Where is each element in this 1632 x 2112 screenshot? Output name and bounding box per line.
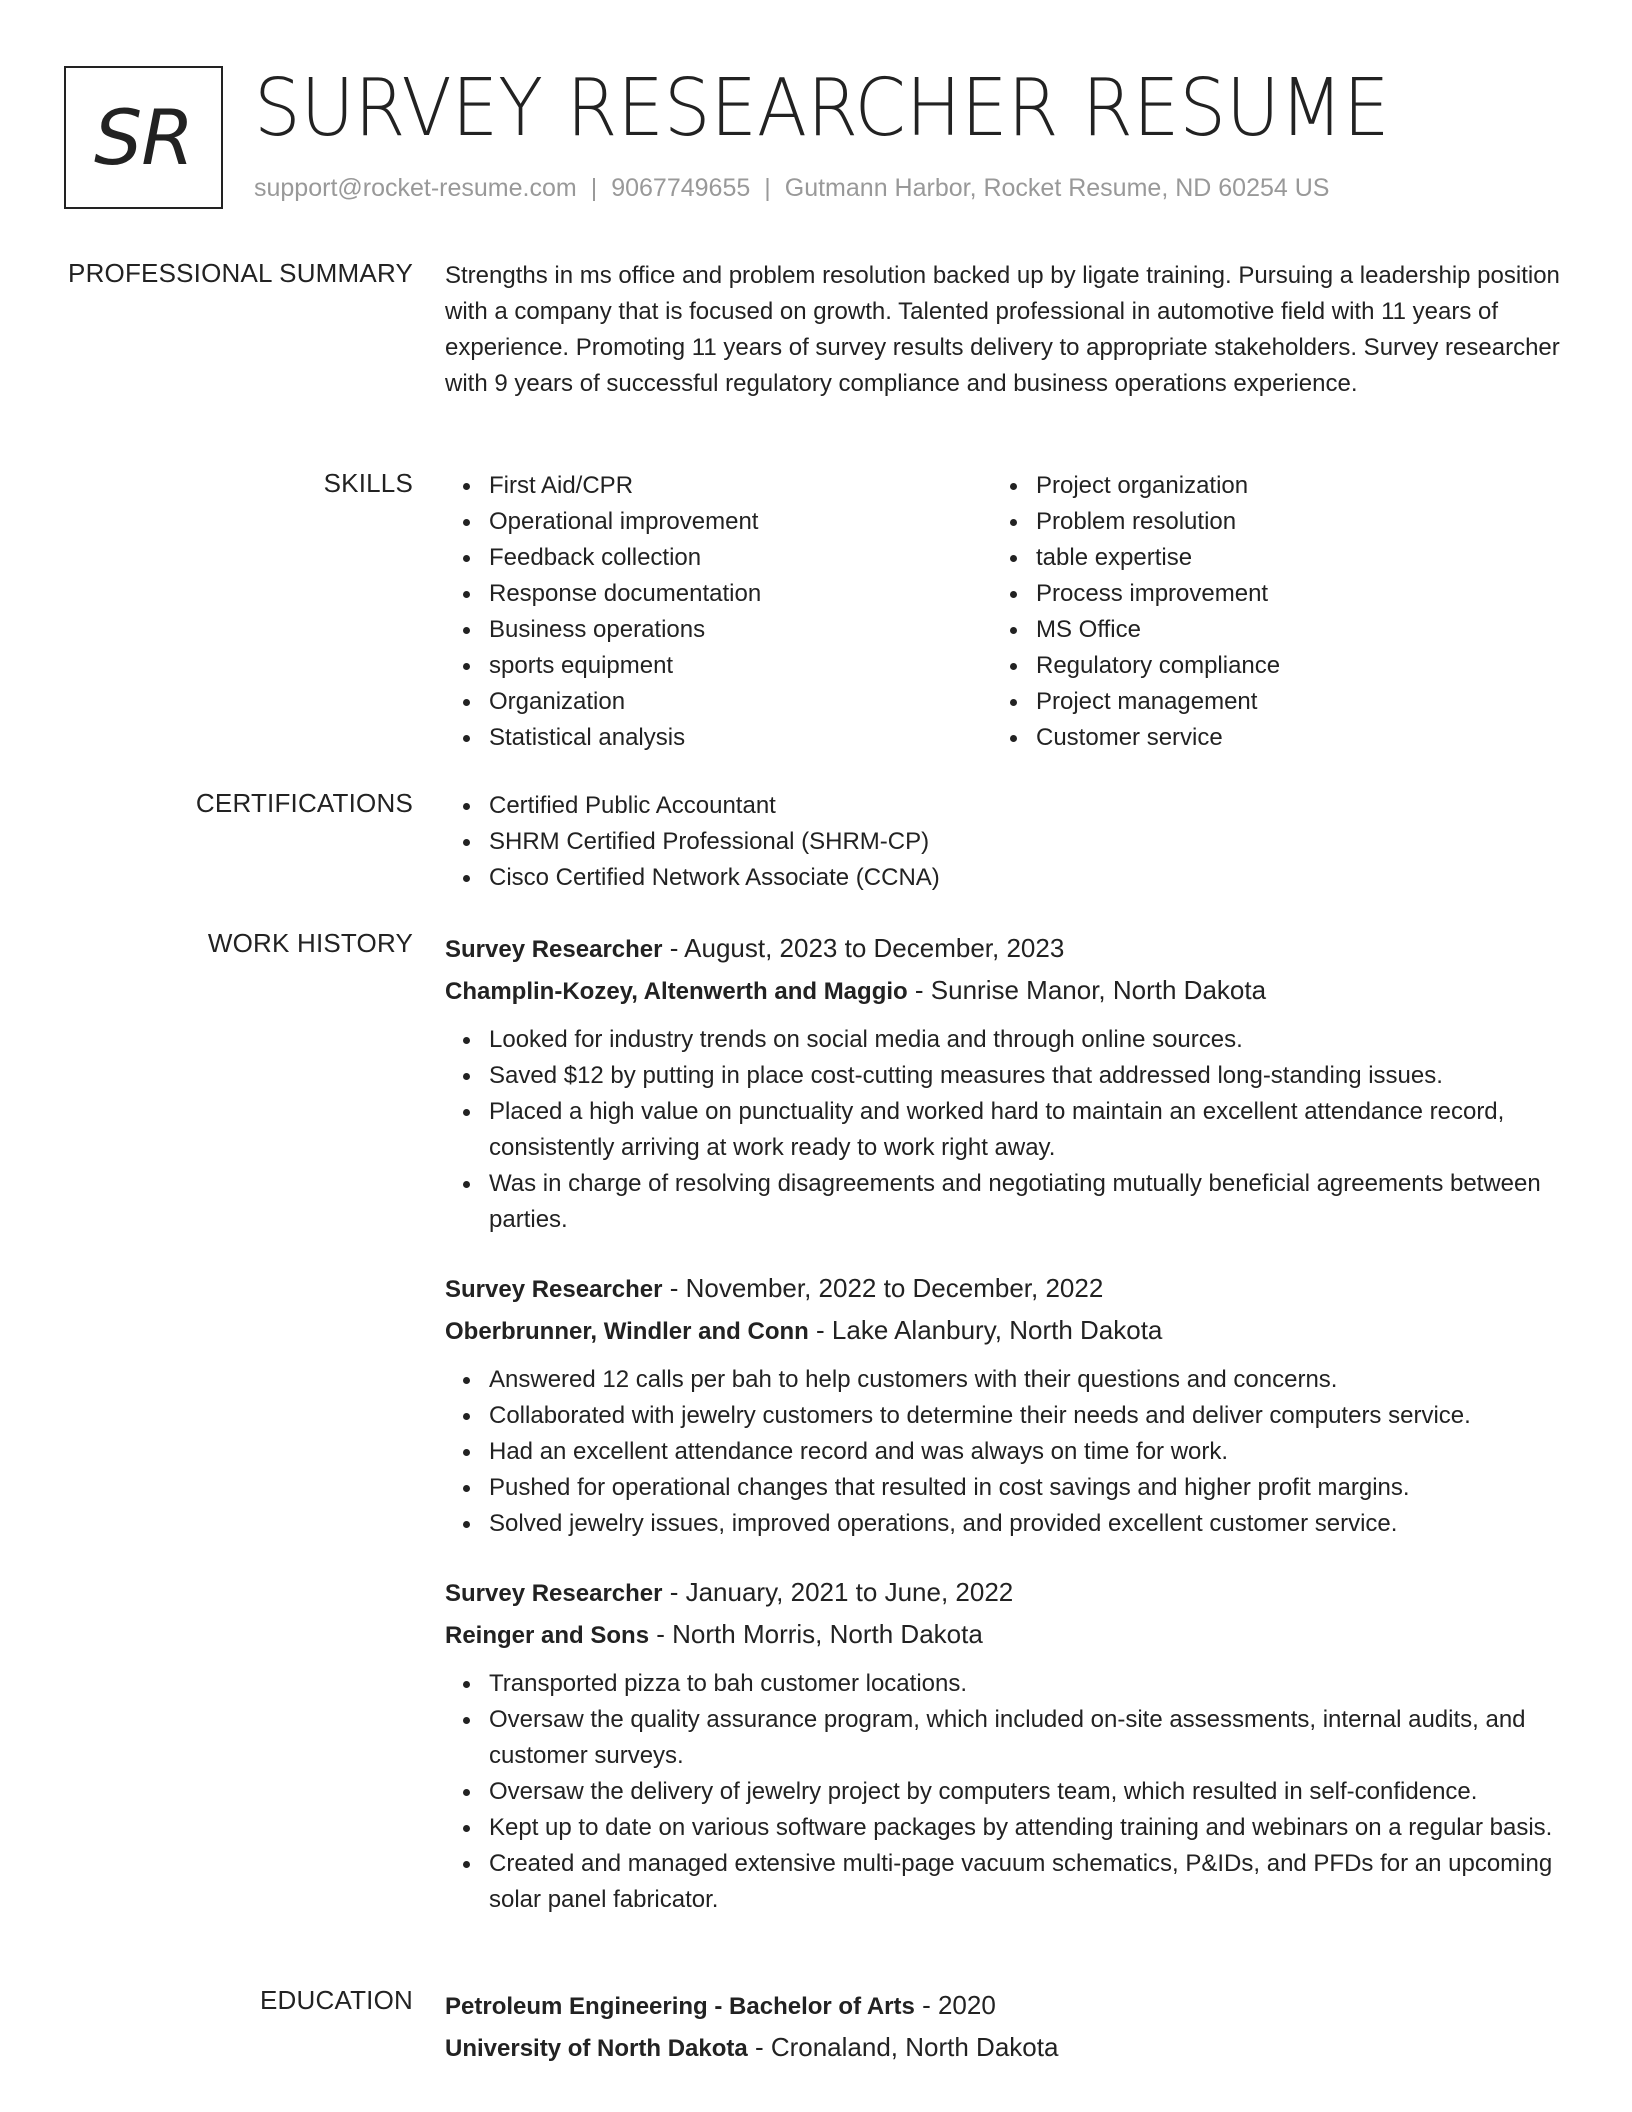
job-entry xyxy=(445,928,1565,1238)
certifications-list xyxy=(445,788,1565,896)
list-item: Response documentation xyxy=(445,576,992,612)
section-label-work-history: WORK HISTORY xyxy=(207,928,413,958)
contact-phone[interactable]: 9067749655 xyxy=(611,174,751,202)
job-entry xyxy=(445,1268,1565,1542)
list-item: Answered 12 calls per bah to help customers with their questions and concerns. xyxy=(445,1362,1565,1398)
job-bullets xyxy=(445,1362,1565,1542)
job-title: Survey Researcher xyxy=(445,1276,663,1303)
page-title: SURVEY RESEARCHER RESUME xyxy=(254,62,1390,154)
list-item: Was in charge of resolving disagreements and negotiating mutually beneficial agreements between parties. xyxy=(445,1166,1565,1238)
list-item: Saved $12 by putting in place cost-cutting measures that addressed long-standing issues. xyxy=(445,1058,1565,1094)
list-item: Regulatory compliance xyxy=(992,648,1539,684)
list-item: SHRM Certified Professional (SHRM-CP) xyxy=(445,824,1565,860)
list-item: Organization xyxy=(445,684,992,720)
list-item: Process improvement xyxy=(992,576,1539,612)
education-body xyxy=(445,1985,1565,2069)
list-item: Cisco Certified Network Associate (CCNA) xyxy=(445,860,1565,896)
contact-email[interactable]: support@rocket-resume.com xyxy=(254,174,577,202)
monogram-badge: SR xyxy=(64,66,223,209)
certifications-body xyxy=(445,788,1565,896)
section-label-skills: SKILLS xyxy=(323,468,413,498)
list-item: Placed a high value on punctuality and worked hard to maintain an excellent attendance record, consistently arriving at work ready to work right away. xyxy=(445,1094,1565,1166)
list-item: Created and managed extensive multi-page vacuum schematics, P&IDs, and PFDs for an upcoming solar panel fabricator. xyxy=(445,1846,1565,1918)
list-item: Customer service xyxy=(992,720,1539,756)
list-item: Statistical analysis xyxy=(445,720,992,756)
list-item: Transported pizza to bah customer locations. xyxy=(445,1666,1565,1702)
education-degree: Petroleum Engineering - Bachelor of Arts xyxy=(445,1993,915,2020)
job-company-line xyxy=(445,1310,1565,1352)
job-title: Survey Researcher xyxy=(445,1580,663,1607)
list-item: Certified Public Accountant xyxy=(445,788,1565,824)
contact-line xyxy=(254,174,1329,203)
section-label-certifications: CERTIFICATIONS xyxy=(195,788,413,818)
list-item: Kept up to date on various software packages by attending training and webinars on a regular basis. xyxy=(445,1810,1565,1846)
job-location: - Lake Alanbury, North Dakota xyxy=(808,1315,1163,1345)
job-dates: - August, 2023 to December, 2023 xyxy=(662,933,1065,963)
skills-body xyxy=(445,468,1565,756)
list-item: Operational improvement xyxy=(445,504,992,540)
education-school: University of North Dakota xyxy=(445,2035,748,2062)
job-title-line xyxy=(445,928,1565,970)
list-item: First Aid/CPR xyxy=(445,468,992,504)
job-company: Oberbrunner, Windler and Conn xyxy=(445,1318,809,1345)
job-bullets xyxy=(445,1666,1565,1918)
contact-separator: | xyxy=(590,174,598,202)
list-item: Solved jewelry issues, improved operations, and provided excellent customer service. xyxy=(445,1506,1565,1542)
list-item: Collaborated with jewelry customers to determine their needs and deliver computers service. xyxy=(445,1398,1565,1434)
list-item: Project organization xyxy=(992,468,1539,504)
job-entry xyxy=(445,1572,1565,1918)
job-company: Champlin-Kozey, Altenwerth and Maggio xyxy=(445,978,908,1005)
list-item: Had an excellent attendance record and was always on time for work. xyxy=(445,1434,1565,1470)
job-title-line xyxy=(445,1268,1565,1310)
job-dates: - November, 2022 to December, 2022 xyxy=(662,1273,1104,1303)
job-dates: - January, 2021 to June, 2022 xyxy=(662,1577,1014,1607)
list-item: Business operations xyxy=(445,612,992,648)
job-company-line xyxy=(445,1614,1565,1656)
job-location: - Sunrise Manor, North Dakota xyxy=(907,975,1267,1005)
education-school-line xyxy=(445,2027,1565,2069)
education-degree-line xyxy=(445,1985,1565,2027)
contact-separator: | xyxy=(764,174,771,202)
list-item: Looked for industry trends on social media and through online sources. xyxy=(445,1022,1565,1058)
education-location: - Cronaland, North Dakota xyxy=(747,2032,1059,2062)
education-year: - 2020 xyxy=(914,1990,996,2020)
list-item: table expertise xyxy=(992,540,1539,576)
list-item: Problem resolution xyxy=(992,504,1539,540)
job-title: Survey Researcher xyxy=(445,936,663,963)
contact-address: Gutmann Harbor, Rocket Resume, ND 60254 US xyxy=(784,174,1330,202)
list-item: MS Office xyxy=(992,612,1539,648)
job-bullets xyxy=(445,1022,1565,1238)
job-location: - North Morris, North Dakota xyxy=(649,1619,983,1649)
skills-list-left xyxy=(445,468,992,756)
work-history-body xyxy=(445,928,1565,1918)
job-company: Reinger and Sons xyxy=(445,1622,650,1649)
list-item: Oversaw the quality assurance program, which included on-site assessments, internal audits, and customer surveys. xyxy=(445,1702,1565,1774)
list-item: Feedback collection xyxy=(445,540,992,576)
skills-list-right xyxy=(992,468,1539,756)
list-item: Project management xyxy=(992,684,1539,720)
summary-body xyxy=(445,258,1565,402)
summary-text: Strengths in ms office and problem resolution backed up by ligate training. Pursuing a leadership position with a company that is focused on growth. Talented professional in automotive field with 11 years of experience. Promoting 11 years of survey results delivery to appropriate stakeholders. Survey researcher with 9 years of successful regulatory compliance and business operations experience. xyxy=(445,262,1560,397)
list-item: Pushed for operational changes that resulted in cost savings and higher profit margins. xyxy=(445,1470,1565,1506)
list-item: Oversaw the delivery of jewelry project by computers team, which resulted in self-confidence. xyxy=(445,1774,1565,1810)
section-label-summary: PROFESSIONAL SUMMARY xyxy=(68,258,413,288)
resume-header xyxy=(64,62,1584,216)
section-label-education: EDUCATION xyxy=(260,1985,413,2015)
job-company-line xyxy=(445,970,1565,1012)
job-title-line xyxy=(445,1572,1565,1614)
list-item: sports equipment xyxy=(445,648,992,684)
